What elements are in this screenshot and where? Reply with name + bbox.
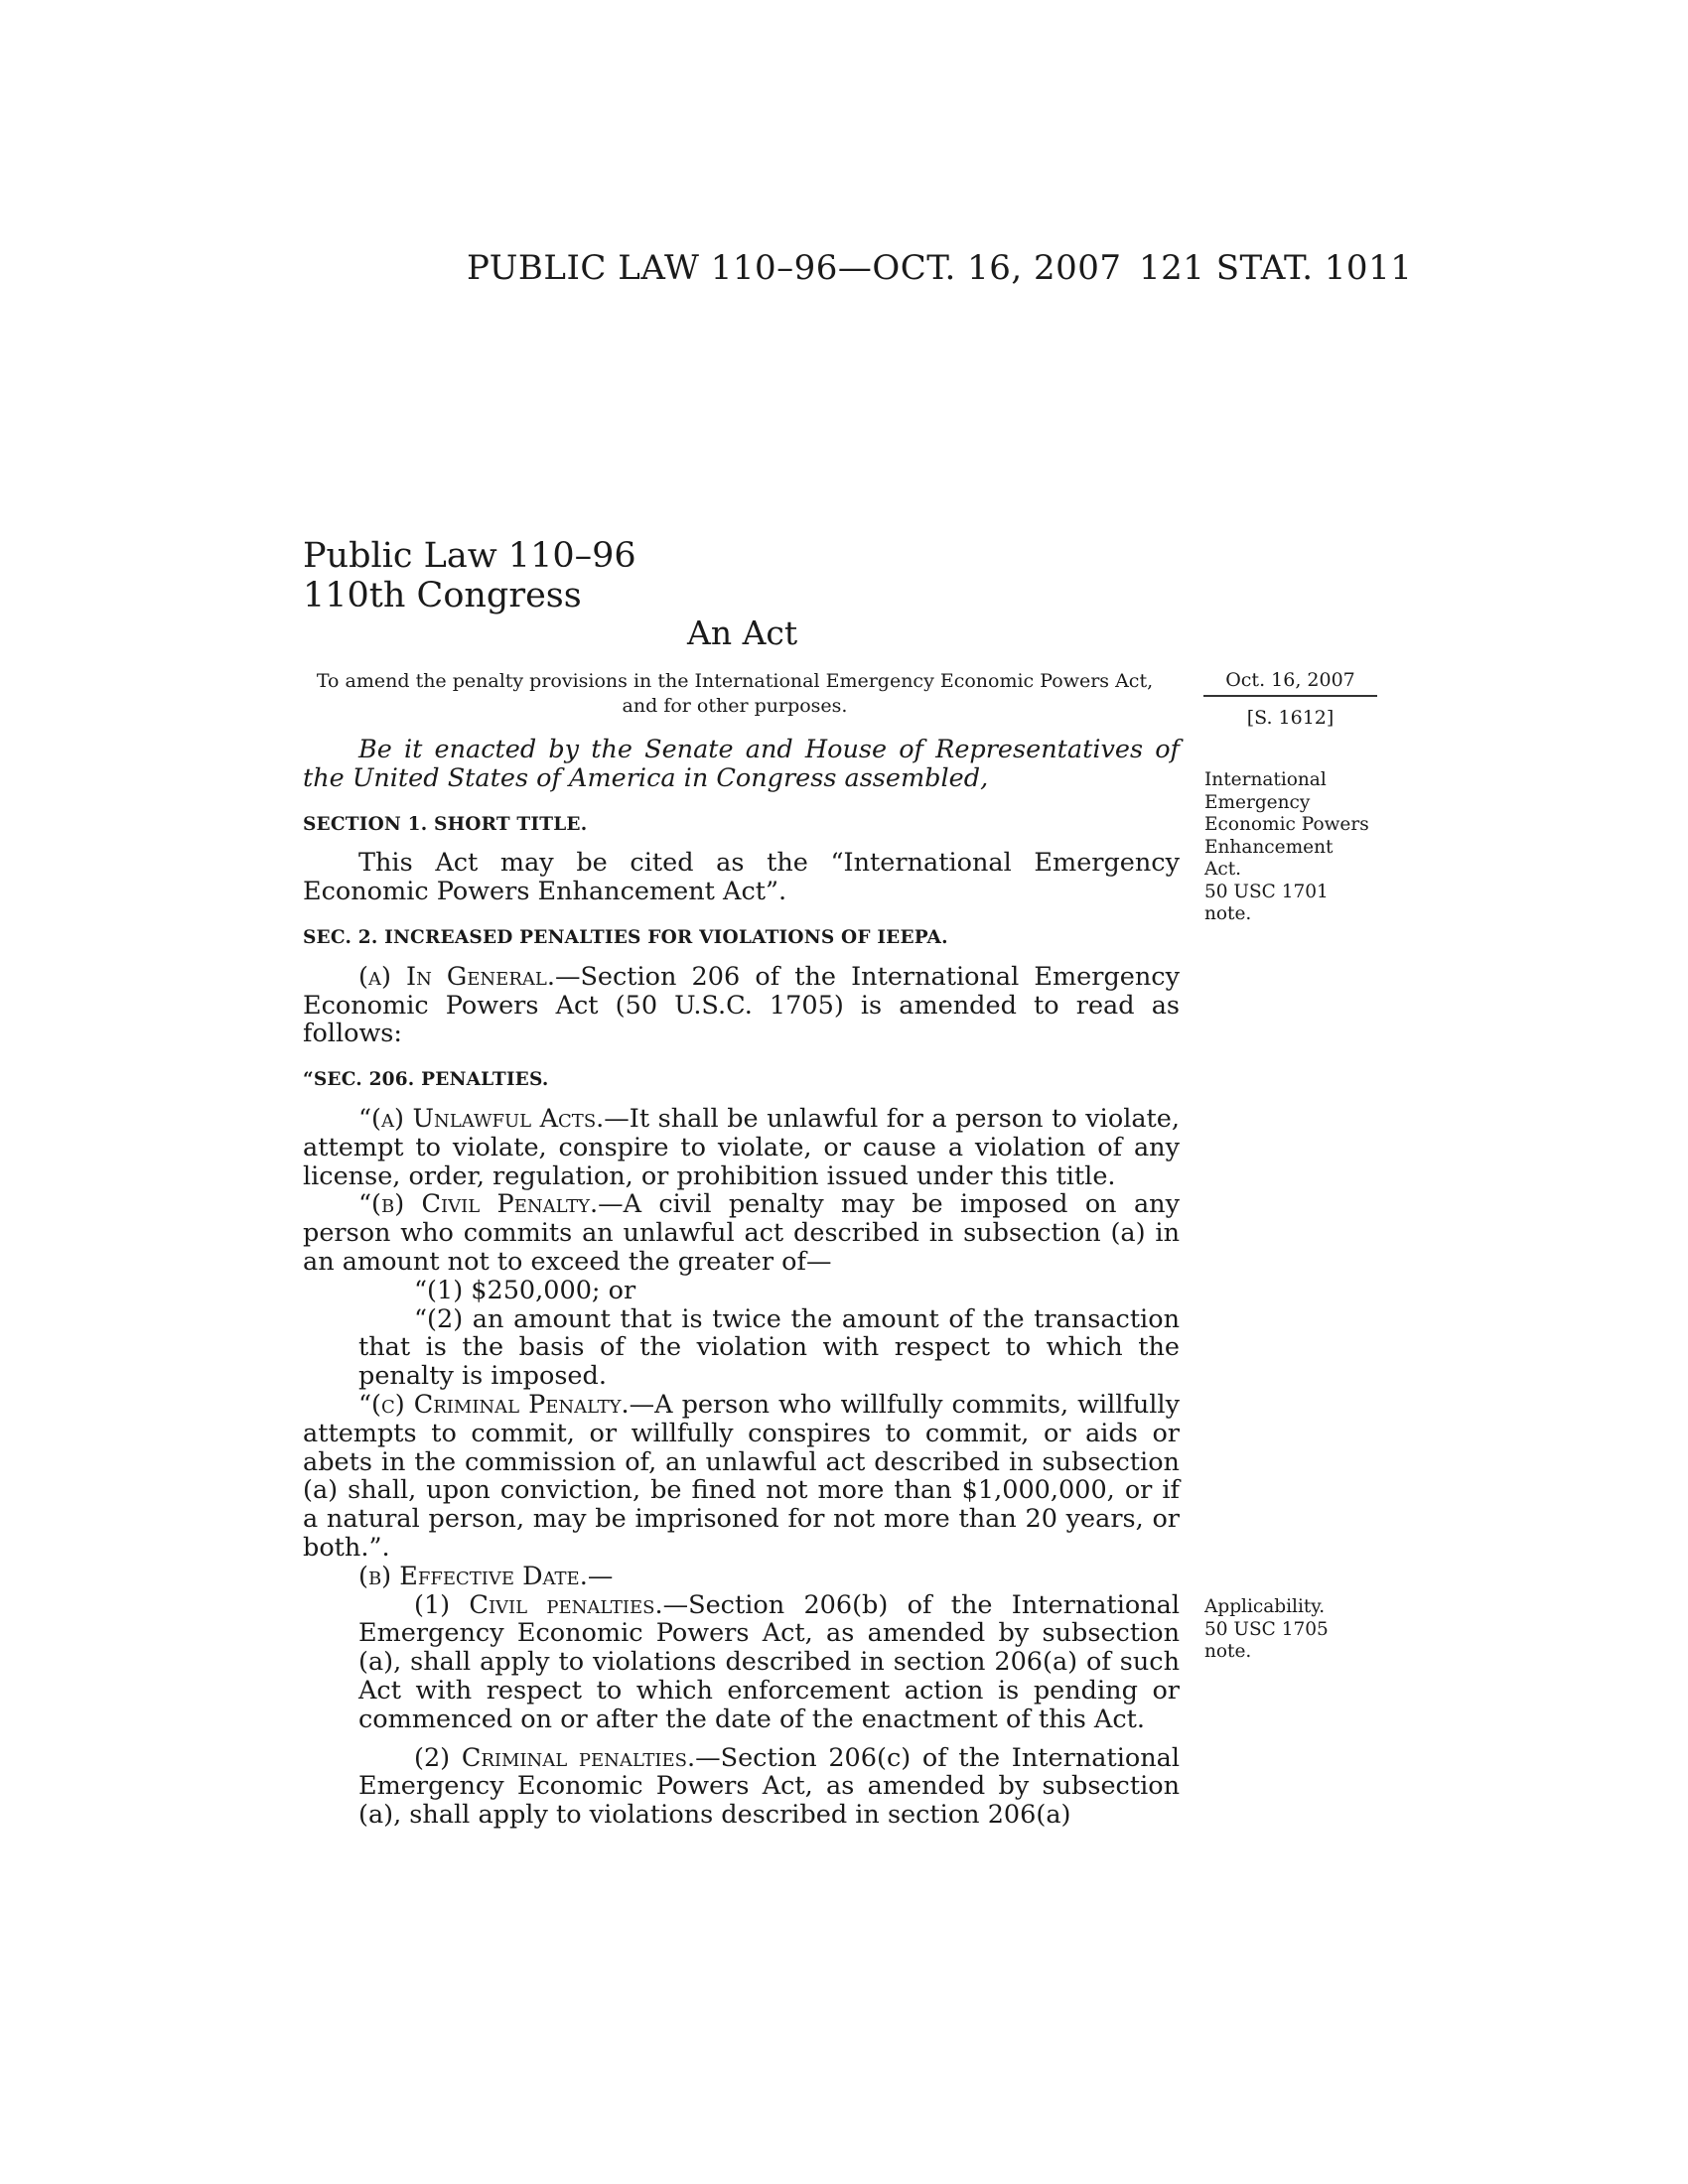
enacting-clause: Be it enacted by the Senate and House of Representatives of the United States of America in Congress assembled, xyxy=(303,735,1180,793)
public-law-number: Public Law 110–96 xyxy=(303,536,636,576)
margin-note-line: Applicability. xyxy=(1204,1596,1326,1617)
bill-number-note: [S. 1612] xyxy=(1246,707,1335,729)
running-header-right: 121 STAT. 1011 xyxy=(1139,248,1413,288)
subsection-2b xyxy=(303,1563,1180,1591)
quoted-subsection-c xyxy=(303,1391,1180,1563)
short-title-margin-note xyxy=(1204,769,1393,926)
quoted-subsection-b-text: —A civil penalty may be imposed on any person who commits an unlawful act described in subsection (a) in an amount not to exceed the greater of— xyxy=(303,1189,1180,1277)
margin-note-line: Enhancement xyxy=(1204,836,1334,858)
margin-note-line: Economic Powers xyxy=(1204,814,1369,835)
quoted-subsection-a-text: —It shall be unlawful for a person to violate, attempt to violate, conspire to violate, or cause a violation of any license, order, regulation, or prohibition issued under this title. xyxy=(303,1103,1180,1191)
subsection-2a-text: —Section 206 of the International Emergency Economic Powers Act (50 U.S.C. 1705) is amended to read as follows: xyxy=(303,961,1180,1049)
paragraph-b2-text: —Section 206(c) of the International Emergency Economic Powers Act, as amended by subsection (a), shall apply to violations described in section 206(a) xyxy=(358,1742,1180,1831)
enactment-date-note: Oct. 16, 2007 xyxy=(1203,669,1377,697)
quoted-subsection-b xyxy=(303,1190,1180,1276)
margin-note-line: Emergency xyxy=(1204,791,1311,813)
margin-note-line: 50 USC 1705 xyxy=(1204,1618,1329,1640)
quoted-subsection-a xyxy=(303,1105,1180,1190)
margin-note-line: Act. xyxy=(1204,859,1242,880)
section-2-heading: SEC. 2. INCREASED PENALTIES FOR VIOLATIONS OF IEEPA. xyxy=(303,926,948,948)
margin-note-line: 50 USC 1701 xyxy=(1204,881,1329,902)
quoted-subsection-a-label: “(a) Unlawful Acts. xyxy=(358,1103,605,1134)
paragraph-b1 xyxy=(303,1591,1180,1734)
paragraph-b1-label: (1) Civil penalties. xyxy=(414,1589,663,1620)
running-header-left: PUBLIC LAW 110–96—OCT. 16, 2007 xyxy=(467,248,1122,288)
margin-note-line: note. xyxy=(1204,903,1252,924)
subsection-2a-label: (a) In General. xyxy=(358,961,555,992)
paragraph-b2 xyxy=(303,1744,1180,1830)
act-heading: An Act xyxy=(687,614,798,652)
quoted-subsection-c-label: “(c) Criminal Penalty. xyxy=(358,1389,630,1420)
section-1-heading: SECTION 1. SHORT TITLE. xyxy=(303,813,588,835)
quoted-paragraph-b1: “(1) $250,000; or xyxy=(414,1275,636,1305)
quoted-paragraph-b2: “(2) an amount that is twice the amount of the transaction that is the basis of the violation with respect to which the penalty is imposed. xyxy=(358,1303,1180,1392)
quoted-subsection-c-text: —A person who willfully commits, willfully attempts to commit, or willfully conspires to commit, or aids or abets in the commission of, an unlawful act described in subsection (a) shall, upon conviction, be fined not more than $1,000,000, or if a natural person, may be imprisoned for not more than 20 years, or both.”. xyxy=(303,1389,1180,1563)
act-body xyxy=(303,736,1180,1830)
applicability-margin-note xyxy=(1204,1596,1393,1664)
subsection-2b-label: (b) Effective Date. xyxy=(358,1561,588,1591)
quoted-subsection-b-label: “(b) Civil Penalty. xyxy=(358,1189,599,1220)
act-purpose: To amend the penalty provisions in the International Emergency Economic Powers Act, and for other purposes. xyxy=(316,670,1154,717)
paragraph-b1-text: —Section 206(b) of the International Emergency Economic Powers Act, as amended by subsection (a), shall apply to violations described in section 206(a) of such Act with respect to which enforcement action is pending or commenced on or after the date of the enactment of this Act. xyxy=(358,1589,1180,1734)
law-title-block xyxy=(303,536,636,615)
margin-note-line: International xyxy=(1204,769,1327,790)
subsection-2b-text: — xyxy=(587,1561,614,1591)
congress-number: 110th Congress xyxy=(303,576,582,615)
quoted-section-206-heading: “SEC. 206. PENALTIES. xyxy=(303,1069,549,1091)
section-1-text: This Act may be cited as the “International Emergency Economic Powers Enhancement Act”. xyxy=(303,848,1180,907)
margin-note-line: note. xyxy=(1204,1641,1252,1662)
paragraph-b2-label: (2) Criminal penalties. xyxy=(414,1742,696,1773)
subsection-2a xyxy=(303,963,1180,1048)
